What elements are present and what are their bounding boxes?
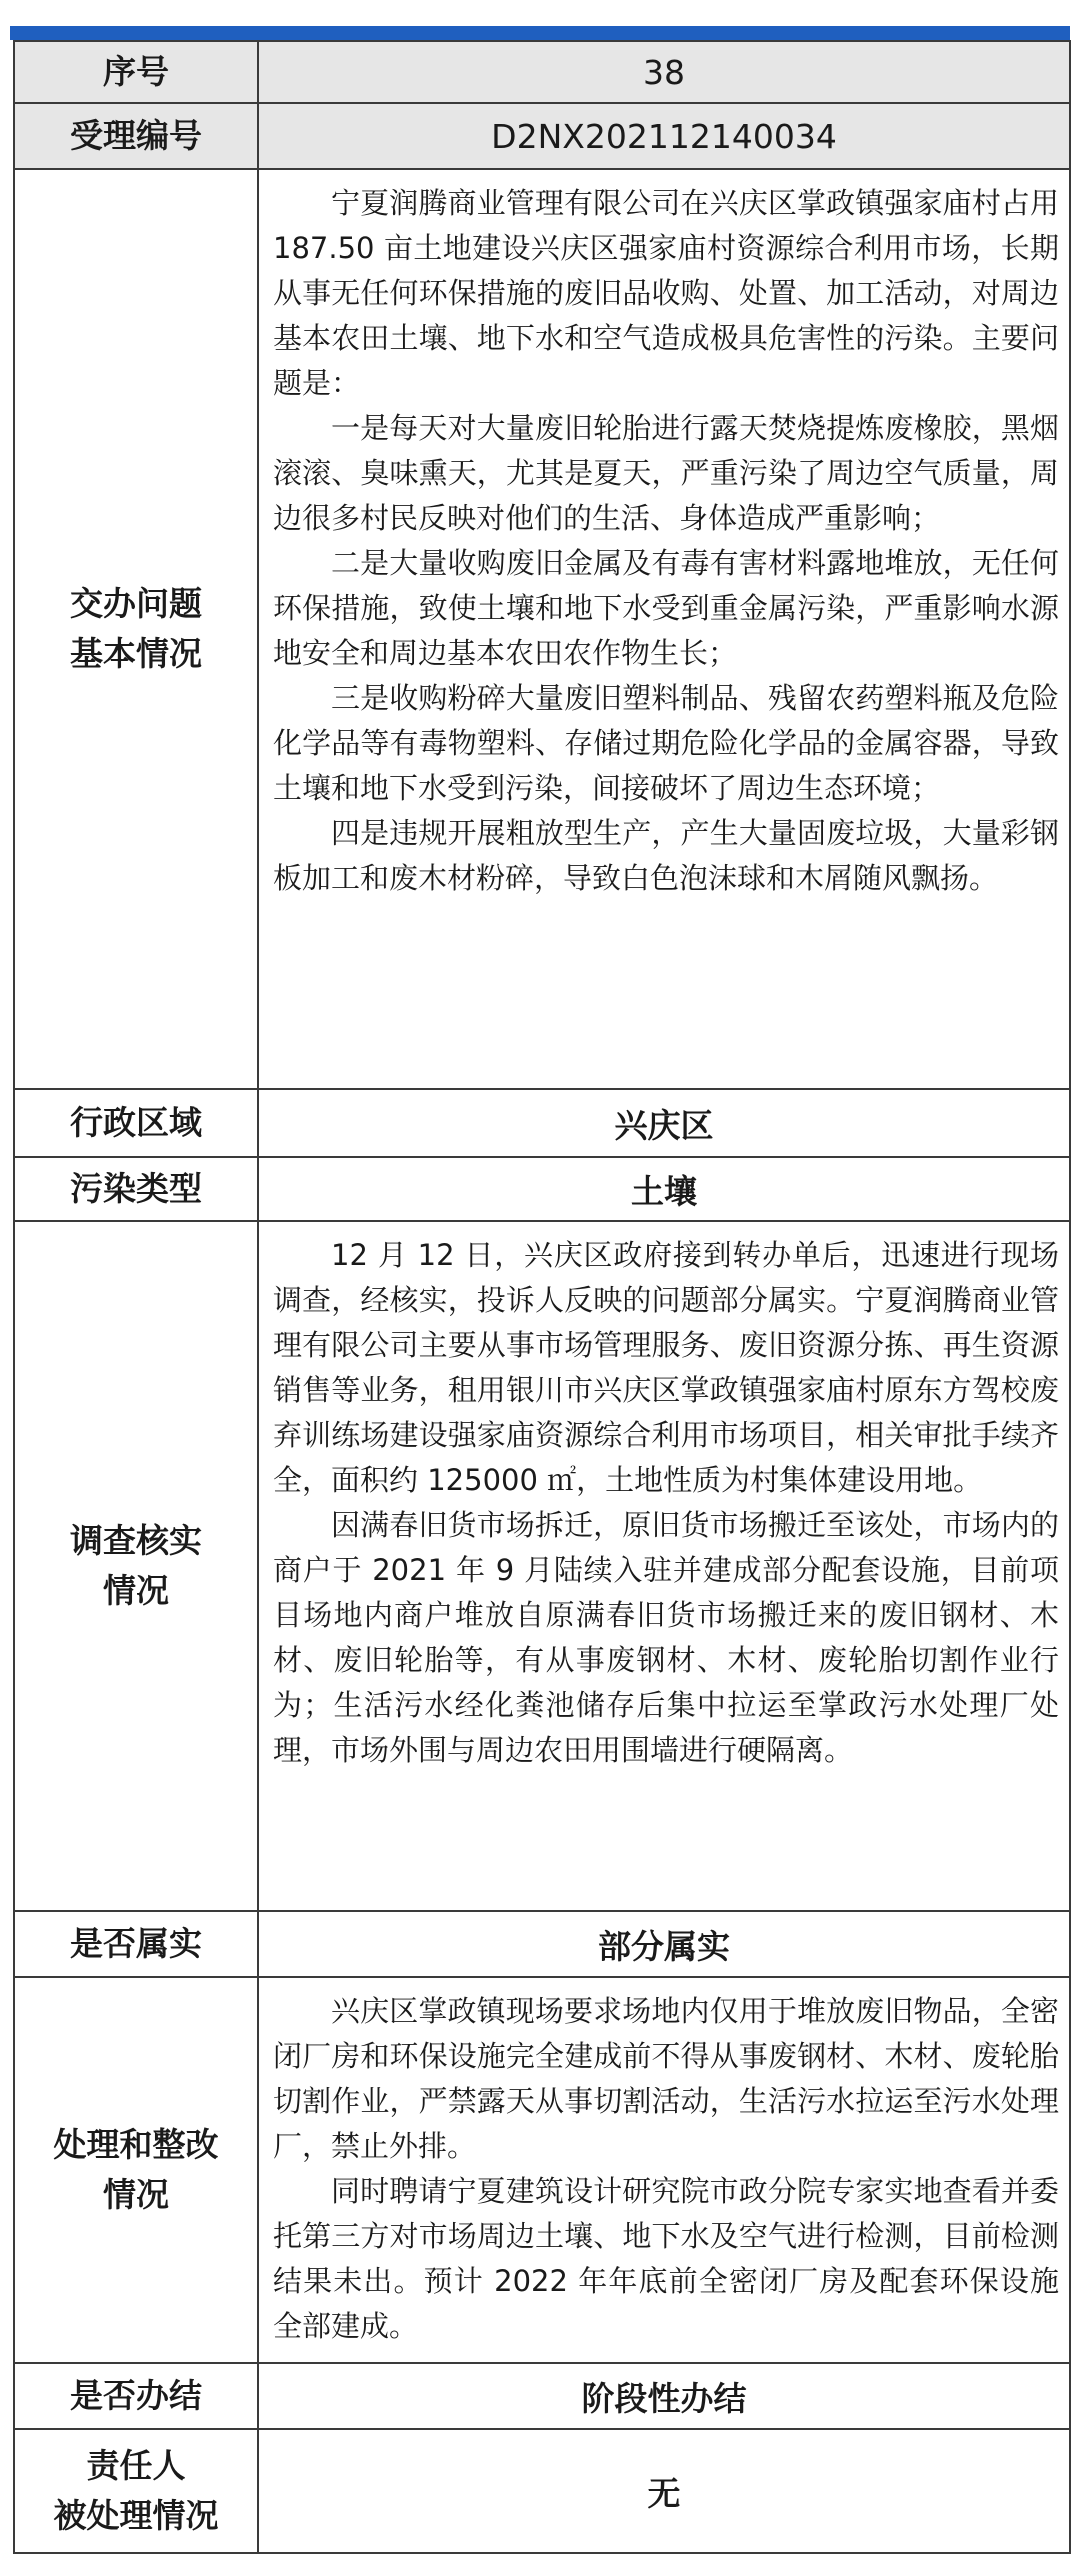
row-responsible-person [14,2429,1070,2553]
basic-paragraph: 三是收购粉碎大量废旧塑料制品、残留农药塑料瓶及危险化学品等有毒物塑料、存储过期危险化学品的金属容器，导致土壤和地下水受到污染，间接破坏了周边生态环境； [273,681,1059,805]
responsible-label [14,2429,258,2553]
row-administrative-region [14,1089,1070,1157]
rectification-label-line2: 情况 [103,2175,169,2214]
investigation-label [14,1221,258,1911]
row-truthfulness [14,1911,1070,1977]
row-basic-situation [14,169,1070,1089]
case-report-table [13,40,1071,2554]
investigation-paragraph: 因满春旧货市场拆迁，原旧货市场搬迁至该处，市场内的商户于 2021 年 9 月陆续入驻并建成部分配套设施，目前项目场地内商户堆放自原满春旧货市场搬迁来的废旧钢材、木材、废旧轮胎等，有从事废钢材、木材、废轮胎切割作业行为；生活污水经化粪池储存后集中拉运至掌政污水处理厂处理，市场外围与周边农田用围墙进行硬隔离。 [273,1508,1059,1767]
region-value: 兴庆区 [258,1089,1070,1157]
rectification-paragraph: 兴庆区掌政镇现场要求场地内仅用于堆放废旧物品，全密闭厂房和环保设施完全建成前不得从事废钢材、木材、废轮胎切割作业，严禁露天从事切割活动，生活污水拉运至污水处理厂，禁止外排。 [273,1994,1059,2163]
responsible-value: 无 [258,2429,1070,2553]
responsible-label-line1: 责任人 [86,2446,186,2485]
pollution-type-value: 土壤 [258,1157,1070,1221]
investigation-label-line1: 调查核实 [70,1521,202,1560]
basic-paragraph: 四是违规开展粗放型生产，产生大量固废垃圾，大量彩钢板加工和废木材粉碎，导致白色泡沫球和木屑随风飘扬。 [273,816,1059,895]
row-investigation [14,1221,1070,1911]
row-pollution-type [14,1157,1070,1221]
investigation-paragraph: 12 月 12 日，兴庆区政府接到转办单后，迅速进行现场调查，经核实，投诉人反映的问题部分属实。宁夏润腾商业管理有限公司主要从事市场管理服务、废旧资源分拣、再生资源销售等业务，租用银川市兴庆区掌政镇强家庙村原东方驾校废弃训练场建设强家庙资源综合利用市场项目，相关审批手续齐全，面积约 125000 ㎡，土地性质为村集体建设用地。 [273,1238,1059,1497]
serial-number-value: 38 [258,41,1070,103]
investigation-text [258,1221,1070,1911]
responsible-label-line2: 被处理情况 [53,2496,219,2535]
acceptance-number-value: D2NX202112140034 [258,103,1070,169]
basic-situation-text [258,169,1070,1089]
row-rectification [14,1977,1070,2363]
rectification-paragraph: 同时聘请宁夏建筑设计研究院市政分院专家实地查看并委托第三方对市场周边土壤、地下水及空气进行检测，目前检测结果未出。预计 2022 年年底前全密闭厂房及配套环保设施全部建成。 [273,2174,1059,2343]
region-label: 行政区域 [14,1089,258,1157]
basic-situation-label [14,169,258,1089]
truthfulness-label: 是否属实 [14,1911,258,1977]
rectification-label [14,1977,258,2363]
basic-paragraph: 一是每天对大量废旧轮胎进行露天焚烧提炼废橡胶，黑烟滚滚、臭味熏天，尤其是夏天，严重污染了周边空气质量，周边很多村民反映对他们的生活、身体造成严重影响； [273,411,1059,535]
basic-paragraph: 二是大量收购废旧金属及有毒有害材料露地堆放，无任何环保措施，致使土壤和地下水受到重金属污染，严重影响水源地安全和周边基本农田农作物生长； [273,546,1059,670]
row-serial-number [14,41,1070,103]
truthfulness-value: 部分属实 [258,1911,1070,1977]
acceptance-number-label: 受理编号 [14,103,258,169]
investigation-label-line2: 情况 [103,1571,169,1610]
closure-value: 阶段性办结 [258,2363,1070,2429]
basic-situation-label-line2: 基本情况 [70,634,202,673]
rectification-text [258,1977,1070,2363]
row-closure [14,2363,1070,2429]
pollution-type-label: 污染类型 [14,1157,258,1221]
row-acceptance-number [14,103,1070,169]
basic-paragraph: 宁夏润腾商业管理有限公司在兴庆区掌政镇强家庙村占用 187.50 亩土地建设兴庆区强家庙村资源综合利用市场，长期从事无任何环保措施的废旧品收购、处置、加工活动，对周边基本农田土壤、地下水和空气造成极具危害性的污染。主要问题是： [273,186,1059,400]
header-bar [10,26,1070,40]
serial-number-label: 序号 [14,41,258,103]
rectification-label-line1: 处理和整改 [53,2125,219,2164]
basic-situation-label-line1: 交办问题 [70,584,202,623]
closure-label: 是否办结 [14,2363,258,2429]
